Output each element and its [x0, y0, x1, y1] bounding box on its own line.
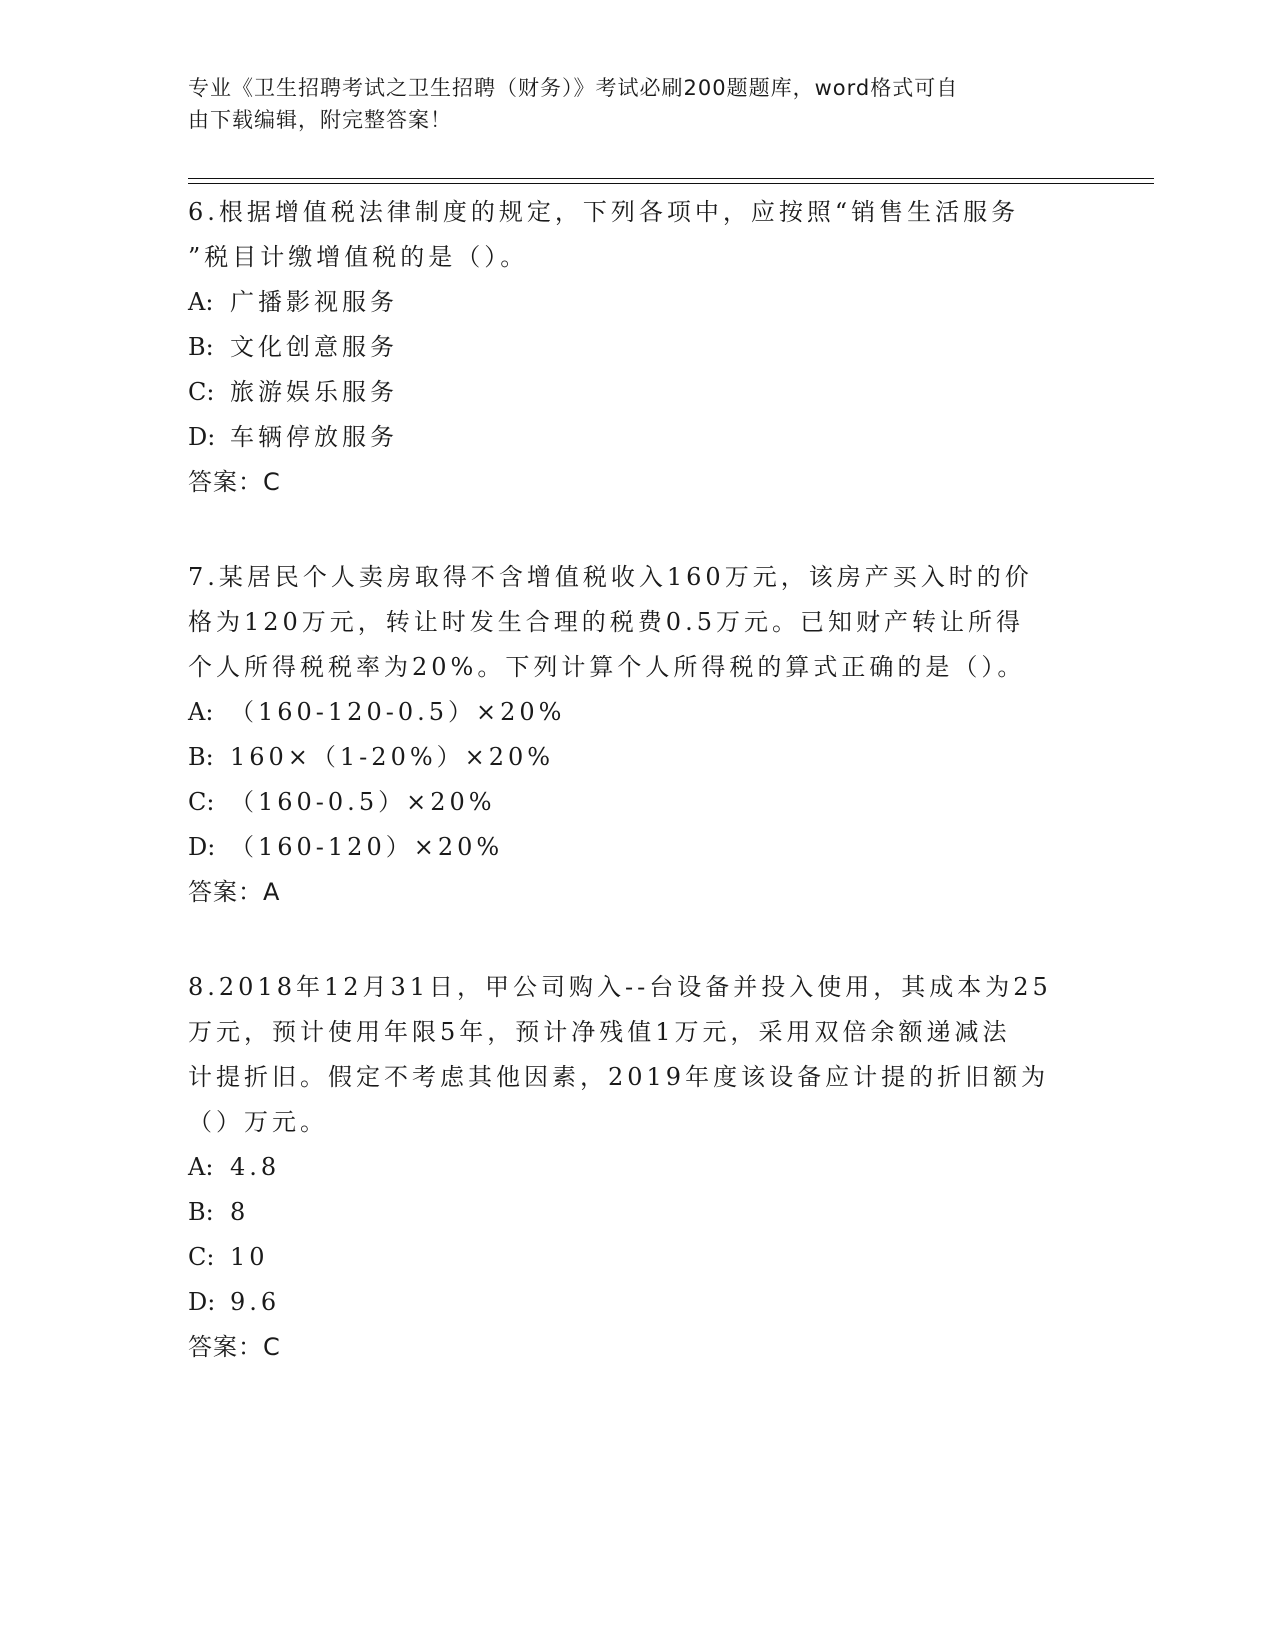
answer-line: 答案：C: [188, 1333, 281, 1361]
option-letter: D:: [188, 423, 216, 451]
question-stem-line: 计提折旧。假定不考虑其他因素，2019年度该设备应计提的折旧额为: [188, 1063, 1050, 1091]
question-6: [188, 190, 1088, 505]
option-text: 4.8: [230, 1153, 281, 1181]
option-letter: B:: [188, 1198, 214, 1226]
option-text: 160×（1-20%）×20%: [230, 743, 555, 771]
option-text: （160-0.5）×20%: [230, 788, 496, 816]
answer-line: 答案：A: [188, 878, 281, 906]
option-letter: B:: [188, 333, 214, 361]
option-letter: A:: [188, 698, 214, 726]
option-text: 文化创意服务: [230, 333, 398, 361]
question-stem-line: 格为120万元，转让时发生合理的税费0.5万元。已知财产转让所得: [188, 608, 1024, 636]
option-text: 9.6: [230, 1288, 281, 1316]
question-stem-line: 个人所得税税率为20%。下列计算个人所得税的算式正确的是（）。: [188, 653, 1026, 681]
option-letter: D:: [188, 1288, 216, 1316]
question-8: [188, 965, 1088, 1370]
option-letter: C:: [188, 788, 215, 816]
header-divider-bottom: [188, 183, 1154, 184]
question-stem-line: 8.2018年12月31日，甲公司购入--台设备并投入使用，其成本为25: [188, 973, 1052, 1001]
option-c: [188, 780, 1088, 825]
option-a: [188, 280, 1088, 325]
option-b: [188, 1190, 1088, 1235]
option-c: [188, 370, 1088, 415]
header-line-1: 专业《卫生招聘考试之卫生招聘（财务）》考试必刷200题题库，word格式可自: [188, 76, 959, 100]
header-divider-top: [188, 178, 1154, 179]
answer-line: 答案：C: [188, 468, 281, 496]
option-b: [188, 735, 1088, 780]
option-text: 广播影视服务: [230, 288, 398, 316]
option-d: [188, 825, 1088, 870]
header-line-2: 由下载编辑，附完整答案！: [188, 108, 452, 132]
option-b: [188, 325, 1088, 370]
option-letter: A:: [188, 1153, 214, 1181]
option-letter: A:: [188, 288, 214, 316]
question-7: [188, 555, 1088, 915]
option-letter: D:: [188, 833, 216, 861]
option-a: [188, 1145, 1088, 1190]
question-stem-line: 万元，预计使用年限5年，预计净残值1万元，采用双倍余额递减法: [188, 1018, 1011, 1046]
option-a: [188, 690, 1088, 735]
question-stem-line: （）万元。: [188, 1108, 328, 1136]
option-text: 10: [230, 1243, 269, 1271]
option-d: [188, 1280, 1088, 1325]
option-c: [188, 1235, 1088, 1280]
option-letter: C:: [188, 1243, 215, 1271]
option-text: （160-120）×20%: [230, 833, 504, 861]
option-text: 旅游娱乐服务: [230, 378, 398, 406]
document-header: [188, 72, 1068, 136]
option-d: [188, 415, 1088, 460]
question-stem-line: ”税目计缴增值税的是（）。: [188, 243, 529, 271]
option-text: （160-120-0.5）×20%: [230, 698, 566, 726]
option-text: 车辆停放服务: [230, 423, 398, 451]
option-letter: C:: [188, 378, 215, 406]
option-text: 8: [230, 1198, 250, 1226]
question-stem-line: 7.某居民个人卖房取得不含增值税收入160万元，该房产买入时的价: [188, 563, 1033, 591]
question-stem-line: 6.根据增值税法律制度的规定，下列各项中，应按照“销售生活服务: [188, 198, 1020, 226]
option-letter: B:: [188, 743, 214, 771]
